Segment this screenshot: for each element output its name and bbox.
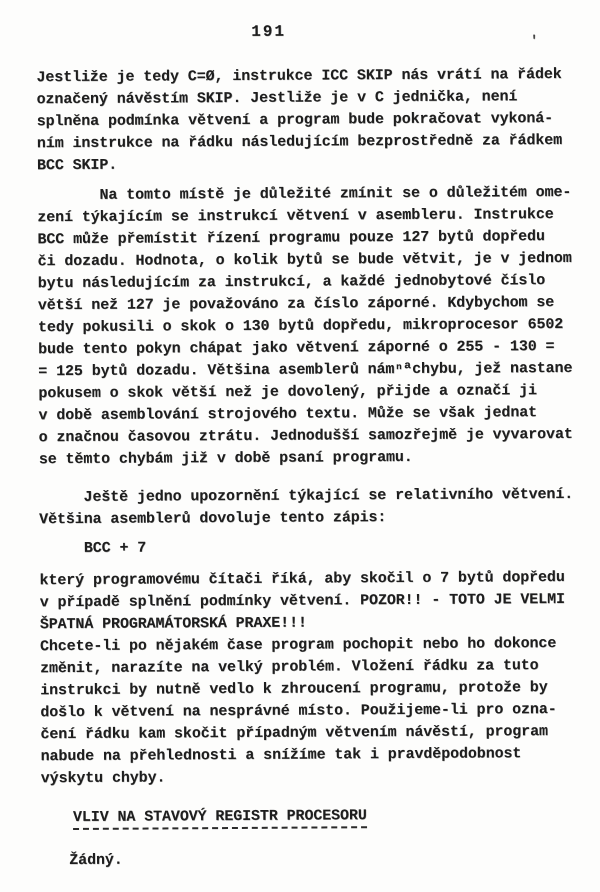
answer-text: Žádný. (69, 851, 123, 870)
section-heading-text: VLIV NA STAVOVÝ REGISTR PROCESORU (73, 807, 367, 830)
page-number: 191 (251, 22, 287, 41)
section-heading (73, 805, 367, 829)
paragraph-carry-flag-branch: Jestliže je tedy C=Ø, instrukce ICC SKIP nás vrátí na řádek označený návěstím SKIP. Jestliže je v C jednička, není splněna podmínka větvení a program bude pokračovat vykoná- ním instrukce na řádku následujícím bezprostředně za řádkem BCC SKIP. (36, 65, 563, 175)
stray-ink-mark: ' (530, 33, 538, 49)
paragraph-relative-branch-note: Ještě jedno upozornění týkající se relativního větvení. Většina asemblerů dovoluje tento zápis: (38, 485, 574, 529)
paragraph-bad-practice-warning: který programovému čítači říká, aby skočil o 7 bytů dopředu v případě splnění podmínky větvení. POZOR!! - TOTO JE VELMI ŠPATNÁ PROGRAMÁTORSKÁ PRAXE!!! Chcete-li po nějakém čase program pochopit nebo ho dokonce změnit, narazíte na velký problém. Vložení řádku za tuto instrukci by nutně vedlo k zhroucení programu, protože by došlo k větvení na nesprávné místo. Použijeme-li pro ozna- čení řádku kam skočit případným větvením návěstí, program nabude na přehlednosti a snížíme tak i pravděpodobnost výskytu chyby. (39, 568, 565, 788)
code-line-bcc: BCC + 7 (39, 539, 147, 558)
paragraph-branch-range-limit: Na tomto místě je důležité zmínit se o důležitém ome- zení týkajícím se instrukcí větvení v asembleru. Instrukce BCC může přemístit řízení programu pouze 127 bytů dopředu či dozadu. Hodnota, o kolik bytů se bude větvit, je v jednom bytu následujícím za instrukcí, a každé jednobytové číslo větší než 127 je považováno za číslo záporné. Kdybychom se tedy pokusili o skok o 130 bytů dopředu, mikroprocesor 6502 bude tento pokyn chápat jako větvení záporné o 255 - 130 = = 125 bytů dozadu. Většina asemblerů námⁿªchybu, jež nastane pokusem o skok větší než je dovolený, přijde a označí ji v době asemblování strojového textu. Může se však jednat o značnou časovou ztrátu. Jednodušší samozřejmě je vyvarovat se těmto chybám již v době psaní programu. (37, 183, 573, 469)
